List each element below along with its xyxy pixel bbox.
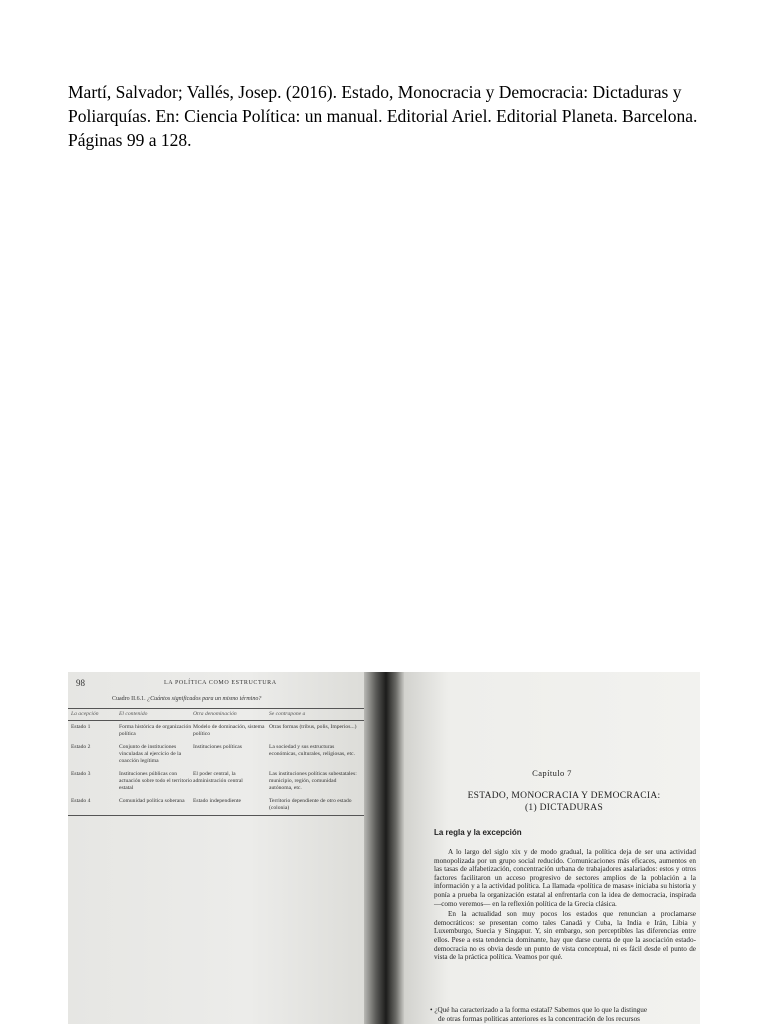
table-header-cell: El contenido	[119, 711, 148, 717]
table-cell: Otras formas (tribus, polis, Imperios...)	[269, 724, 357, 730]
table-cell: Estado 4	[71, 798, 91, 804]
table-cell: Estado independiente	[193, 798, 241, 804]
table-row	[68, 795, 364, 816]
bullet-paragraph: • ¿Qué ha caracterizado a la forma estatal? Sabemos que lo que la distingue	[430, 1006, 648, 1014]
table-cell: La sociedad y sus estructuras económicas, culturales, religiosas, etc.	[269, 744, 355, 757]
table-cell: Las instituciones políticas subestatales: municipio, región, comunidad autónoma, etc.	[269, 771, 357, 791]
chapter-title-line: ESTADO, MONOCRACIA Y DEMOCRACIA:	[467, 791, 661, 801]
table-cell: Estado 3	[71, 771, 91, 777]
table-label: Cuadro II.6.1.	[112, 696, 146, 702]
table-cell: Instituciones públicas con actuación sobre todo el territorio estatal	[119, 771, 193, 791]
table-row	[68, 721, 364, 741]
definitions-table	[68, 708, 364, 816]
table-header-cell: Otra denominación	[193, 711, 237, 717]
table-header	[68, 708, 364, 721]
paragraph: En la actualidad son muy pocos los estados que renuncian a proclamarse democráticos: se presentan como tales Canadá y Cuba, la India e Irán, Libia y Luxemburgo, Suecia y Singapur. Y, sin embargo, son perceptibles las diferencias entre ellos. Pese a esta tendencia dominante, hay que darse cuenta de que la asociación estado-democracia no es obvia desde un punto de vista conceptual, ni es fácil desde el punto de vista de la práctica política. Veamos por qué.	[434, 910, 696, 962]
chapter-label: Capítulo 7	[532, 768, 572, 778]
bullet-paragraph-continuation: de otras formas políticas anteriores es la concentración de los recursos	[438, 1015, 640, 1023]
running-head: LA POLÍTICA COMO ESTRUCTURA	[164, 680, 277, 686]
table-cell: Instituciones políticas	[193, 744, 242, 750]
right-page	[404, 672, 700, 1024]
table-cell: Modelo de dominación, sistema político	[193, 724, 265, 737]
paragraph: A lo largo del siglo xix y de modo gradual, la política deja de ser una actividad monopolizada por un grupo social reducido. Comunicaciones más eficaces, aumentos en las tasas de alfabetización, concentración urbana de trabajadores asalariados: estos y otros factores facilitaron un acceso progresivo de sectores amplios de la población a la información y a la actividad política. La llamada «política de masas» iniciaba su historia y ponía a prueba la organización estatal al enfrentarla con la idea de democracia, inspirada —como veremos— en la reflexión política de la Grecia clásica.	[434, 848, 696, 908]
body-text	[434, 848, 696, 964]
left-page	[68, 672, 368, 1024]
book-gutter-shadow	[364, 672, 404, 1024]
section-title: La regla y la excepción	[434, 828, 522, 837]
table-header-cell: Se contrapone a	[269, 711, 306, 717]
table-cell: Forma histórica de organización política	[119, 724, 192, 737]
table-cell: Territorio dependiente de otro estado (colonia)	[269, 798, 352, 811]
table-cell: El poder central, la administración central	[193, 771, 243, 784]
scanned-book-pages	[68, 672, 700, 1024]
table-cell: Estado 2	[71, 744, 91, 750]
table-row	[68, 741, 364, 768]
table-cell: Comunidad política soberana	[119, 798, 185, 804]
table-caption	[112, 696, 261, 702]
table-row	[68, 768, 364, 795]
chapter-title-line: (1) DICTADURAS	[524, 803, 604, 813]
page-number: 98	[76, 678, 85, 688]
chapter-title	[434, 790, 694, 814]
citation-text: Martí, Salvador; Vallés, Josep. (2016). Estado, Monocracia y Democracia: Dictaduras y Poliarquías. En: Ciencia Política: un manual. Editorial Ariel. Editorial Planeta. Barcelona. Páginas 99 a 128.	[68, 82, 698, 150]
table-cell: Estado 1	[71, 724, 91, 730]
table-title: ¿Cuántos significados para un mismo término?	[147, 696, 262, 702]
table-header-cell: La acepción	[71, 711, 99, 717]
table-cell: Conjunto de instituciones vinculadas al ejercicio de la coacción legítima	[119, 744, 182, 764]
